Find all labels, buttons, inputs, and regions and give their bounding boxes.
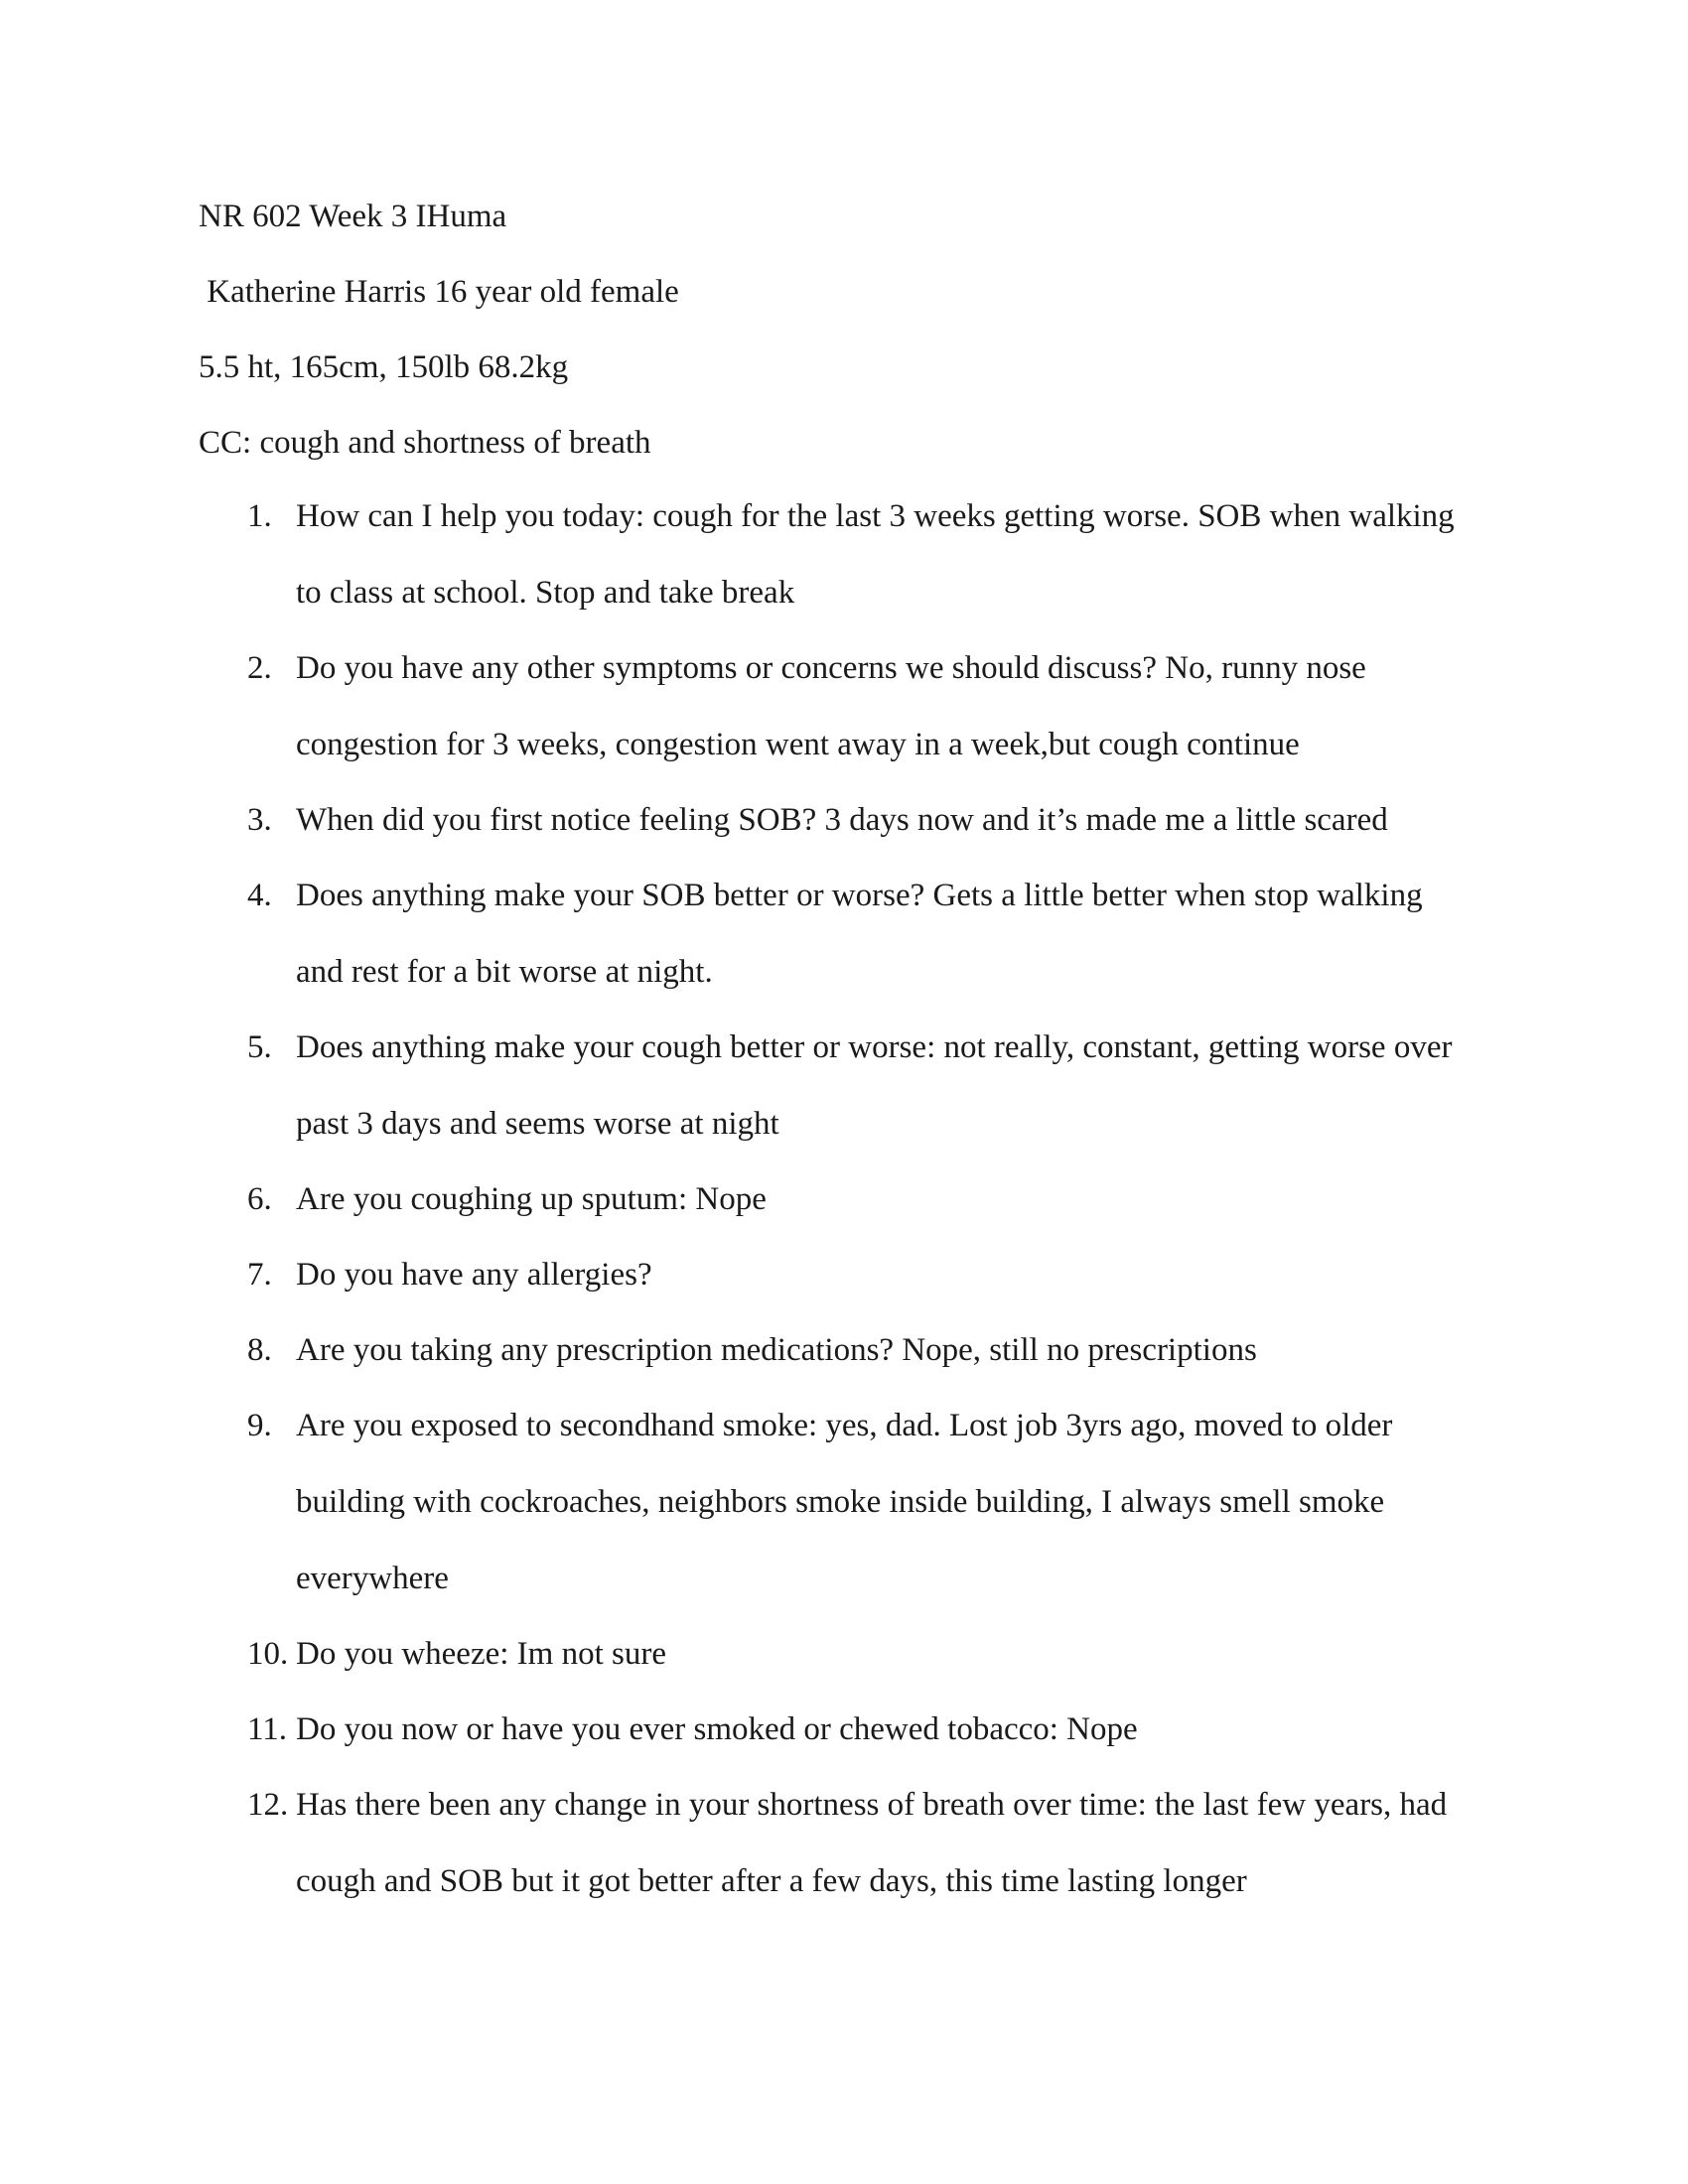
item-text: Are you coughing up sputum: Nope — [296, 1181, 767, 1217]
item-text: Do you now or have you ever smoked or chewed tobacco: Nope — [296, 1711, 1138, 1747]
item-number: 8. — [247, 1332, 272, 1368]
item-number: 9. — [247, 1408, 272, 1443]
item-text: Are you exposed to secondhand smoke: yes, dad. Lost job 3yrs ago, moved to older building with cockroaches, neighbors smoke inside building, I always smell smoke everywhere — [296, 1408, 1393, 1596]
item-number: 6. — [247, 1181, 272, 1217]
item-text: Are you taking any prescription medications? Nope, still no prescriptions — [296, 1332, 1257, 1368]
patient-info: Katherine Harris 16 year old female — [199, 274, 679, 310]
item-text: How can I help you today: cough for the last 3 weeks getting worse. SOB when walking to class at school. Stop and take break — [296, 498, 1455, 611]
item-text: Do you wheeze: Im not sure — [296, 1636, 666, 1672]
chief-complaint: CC: cough and shortness of breath — [199, 425, 651, 461]
item-text: Do you have any allergies? — [296, 1257, 652, 1293]
item-text: Does anything make your cough better or worse: not really, constant, getting worse over past 3 days and seems worse at night — [296, 1029, 1453, 1142]
item-number: 4. — [247, 878, 272, 913]
item-number: 5. — [247, 1029, 272, 1065]
item-number: 2. — [247, 650, 272, 686]
item-number: 7. — [247, 1257, 272, 1293]
course-heading: NR 602 Week 3 IHuma — [199, 199, 507, 234]
item-text: When did you first notice feeling SOB? 3 days now and it’s made me a little scared — [296, 802, 1388, 838]
item-text: Has there been any change in your shortness of breath over time: the last few years, had cough and SOB but it got better after a few days, this time lasting longer — [296, 1787, 1448, 1899]
item-number: 1. — [247, 498, 272, 534]
item-text: Does anything make your SOB better or worse? Gets a little better when stop walking and rest for a bit worse at night. — [296, 878, 1423, 990]
item-number: 10. — [247, 1636, 289, 1672]
item-number: 11. — [247, 1711, 288, 1747]
patient-measurements: 5.5 ht, 165cm, 150lb 68.2kg — [199, 349, 569, 385]
item-number: 12. — [247, 1787, 289, 1823]
item-number: 3. — [247, 802, 272, 838]
item-text: Do you have any other symptoms or concerns we should discuss? No, runny nose congestion for 3 weeks, congestion went away in a week,but cough continue — [296, 650, 1366, 762]
